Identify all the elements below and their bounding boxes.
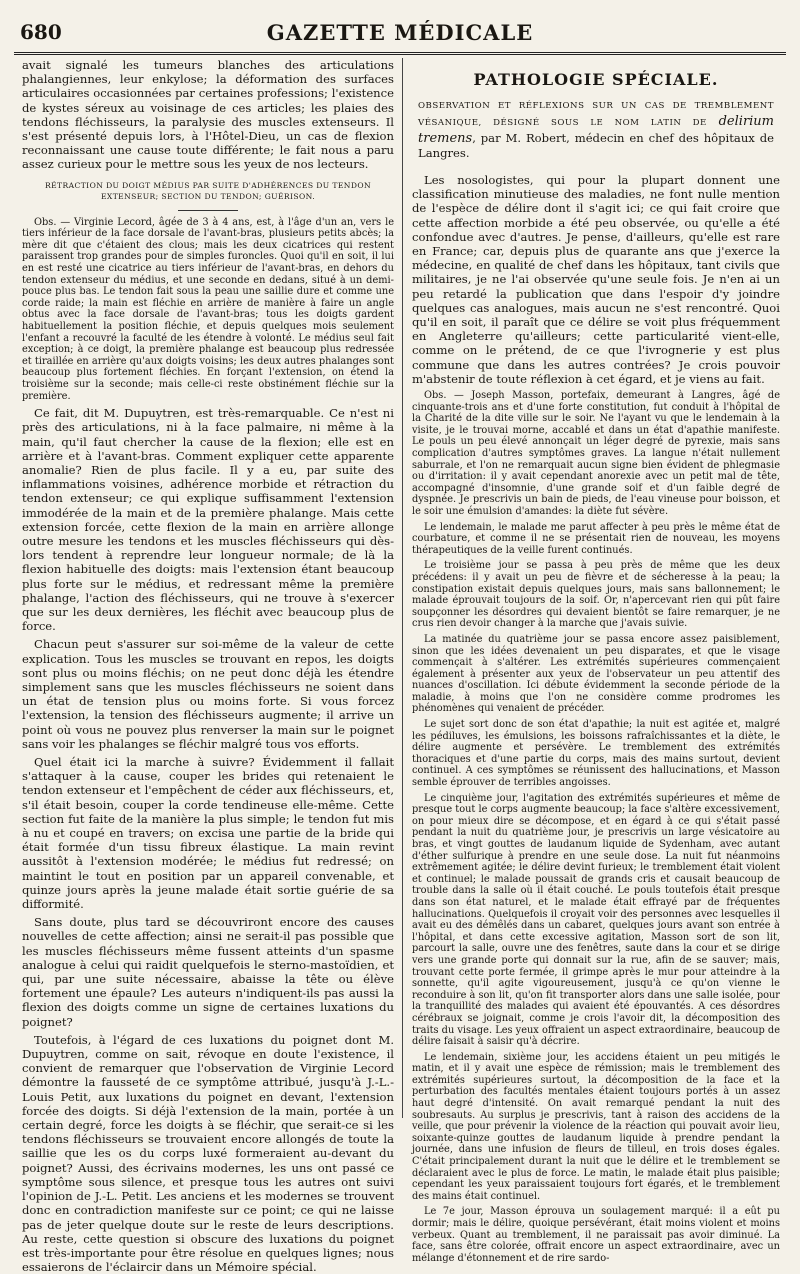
- paragraph-second-period: Le sujet sort donc de son état d'apathie; la nuit est agitée et, malgré les pédiluves, les émulsions, les boissons rafraîchissantes et la diète, le délire augmente et persévère. Le tremblement des extrémités thoraciques et d'une partie du corps, mais des mains surtout, devient continuel. A ces symptômes se réunissent des hallucinations, et Masson semble éprouver de terribles angoisses.: [412, 719, 780, 789]
- article-title: [418, 97, 774, 161]
- observation-lecord: Obs. — Virginie Lecord, âgée de 3 à 4 ans, est, à l'âge d'un an, vers le tiers inférieur de la face dorsale de l'avant-bras, plusieurs petits abcès; la mère dit que c'étaient des clous; mais les deux cicatrices qui restent paraissent trop grandes pour de simples furoncles. Quoi qu'il en soit, il lui en est resté une cicatrice au tiers inférieur de l'avant-bras, en dehors du tendon extenseur du médius, et une seconde en dedans, situé à un demi-pouce plus bas. Le tendon fait sous la peau une saillie dure et comme une corde raide; la main est fléchie en arrière de manière à faire un angle obtus avec la face dorsale de l'avant-bras; tous les doigts gardent habituellement la position fléchie, et depuis quelques mois seulement l'enfant a recouvré la faculté de les étendre à volonté. Le médius seul fait exception; à ce doigt, la première phalange est beaucoup plus redressée et tiraillée en arrière qu'aux doigts voisins; les deux autres phalanges sont beaucoup plus fortement fléchies. En forçant l'extension, on étend la troisième sur la seconde; mais celle-ci reste obstinément fléchie sur la première.: [22, 216, 394, 402]
- paragraph-other-causes: Sans doute, plus tard se découvriront encore des causes nouvelles de cette affection; ainsi ne serait-il pas possible que les muscles fléchisseurs même fussent atteints d'un spasme analogue à celui qui raidit quelquefois le sterno-mastoïdien, et qui, par une suite nécessaire, abaisse la tête ou élève fortement une épaule? Les auteurs n'indiquent-ils pas aussi la flexion des doigts comme un signe de certaines luxations du poignet?: [22, 915, 394, 1029]
- section-title: PATHOLOGIE SPÉCIALE.: [473, 70, 719, 89]
- column-divider: [402, 58, 403, 1118]
- heading-rule: [178, 210, 238, 211]
- left-column: [22, 58, 394, 1274]
- observation-masson: Obs. — Joseph Masson, portefaix, demeurant à Langres, âgé de cinquante-trois ans et d'une forte constitution, fut conduit à l'hôpital de la Charité de la dite ville sur le soir. Ne l'ayant vu que le lendemain à la visite, je le trouvai morne, accablé et dans un état d'apathie manifeste. Le pouls un peu élevé annonçait un léger degré de pyrexie, mais sans complication d'autres symptômes graves. La langue n'était nullement saburrale, et l'on ne remarquait aucun signe bien évident de phlegmasie ou d'irritation: il y avait cependant anorexie avec un petit mal de tête, accompagné d'insomnie, d'une grande soif et d'un faible degré de dyspnée. Je prescrivis un bain de pieds, de l'eau vineuse pour boisson, et le soir une émulsion d'amandes: la diète fut sévère.: [412, 390, 780, 517]
- paragraph-intro-continuation: avait signalé les tumeurs blanches des articulations phalangiennes, leur enkylose; la déformation des surfaces articulaires occasionnées par certaines professions; l'existence de kystes séreux au voisinage de ces articles; les plaies des tendons fléchisseurs, la paralysie des muscles extenseurs. Il s'est présenté depuis lors, à l'Hôtel-Dieu, un cas de flexion reconnaissant une cause toute différente; le fait nous a paru assez curieux pour le mettre sous les yeux de nos lecteurs.: [22, 58, 394, 172]
- paragraph-day-6: Le lendemain, sixième jour, les accidens étaient un peu mitigés le matin, et il y avait une espèce de rémission; mais le tremblement des extrémités supérieures surtout, la décomposition de la face et la perturbation des facultés mentales étaient toujours portés à un assez haut degré d'intensité. On avait remarqué pendant la nuit des soubresauts. Au surplus je prescrivis, tant à raison des accidens de la veille, que pour prévenir la violence de la réaction qui pouvait avoir lieu, soixante-quinze gouttes de laudanum liquide à prendre pendant la journée, dans une infusion de fleurs de tilleul, en trois doses égales. C'était principalement durant la nuit que le délire et le tremblement se déclaraient avec le plus de force. Le matin, le malade était plus paisible; cependant les yeux paraissaient toujours fort égarés, et le tremblement des mains était continuel.: [412, 1051, 780, 1202]
- paragraph-day-7: Le 7e jour, Masson éprouva un soulagement marqué: il a eût pu dormir; mais le délire, quoique persévérant, était moins violent et moins verbeux. Quant au tremblement, il ne paraissait pas avoir diminué. La face, sans être colorée, offrait encore un aspect extraordinaire, avec un mélange d'étonnement et de rire sardo-: [412, 1206, 780, 1264]
- right-column: [412, 58, 780, 1264]
- page-header: [14, 14, 786, 55]
- paragraph-explanation: Chacun peut s'assurer sur soi-même de la valeur de cette explication. Tous les muscles se trouvant en repos, les doigts sont plus ou moins fléchis; on ne peut donc déjà les étendre simplement sans que les muscles fléchisseurs ne soient dans un état de tension plus ou moins forte. Si vous forcez l'extension, la tension des fléchisseurs augmente; il arrive un point où vous ne pouvez plus renverser la main sur le poignet sans voir les phalanges se fléchir malgré tous vos efforts.: [22, 637, 394, 751]
- paragraph-treatment: Quel était ici la marche à suivre? Évidemment il fallait s'attaquer à la cause, couper les brides qui retenaient le tendon extenseur et l'empêchent de céder aux fléchisseurs, et, s'il était besoin, couper la corde tendineuse elle-même. Cette section fut faite de la manière la plus simple; le tendon fut mis à nu et coupé en travers; on excisa une partie de la bride qui était formée d'un tissu fibreux élastique. La main revint aussitôt à l'extension modérée; le médius fut redressé; on maintint le tout en position par un appareil convenable, et quinze jours après la jeune malade était sortie guérie de sa difformité.: [22, 755, 394, 912]
- paragraph-day-3: Le troisième jour se passa à peu près de même que les deux précédens: il y avait un peu de fièvre et de sécheresse à la peau; la constipation existait depuis quelques jours, mais sans ballonnement; le malade éprouvait toujours de la soif. Or, n'apercevant rien qui pût faire soupçonner les désordres qui devaient bientôt se faire remarquer, je ne crus rien devoir changer à la marche que j'avais suivie.: [412, 560, 780, 630]
- article-title-italic: delirium tremens: [418, 114, 775, 146]
- paragraph-day-2: Le lendemain, le malade me parut affecter à peu près le même état de courbature, et comme il ne se présentait rien de nouveau, les moyens thérapeutiques de la veille furent continués.: [412, 521, 780, 556]
- page-number: 680: [20, 20, 62, 44]
- paragraph-dupuytren-remarks: Ce fait, dit M. Dupuytren, est très-remarquable. Ce n'est ni près des articulations, ni à la face palmaire, ni même à la main, qu'il faut chercher la cause de la flexion; elle est en arrière et à l'avant-bras. Comment expliquer cette apparente anomalie? Rien de plus facile. Il y a eu, par suite des inflammations voisines, adhérence morbide et rétraction du tendon extenseur; ce qui explique suffisamment l'extension immodérée de la main et de la première phalange. Mais cette extension forcée, cette flexion de la main en arrière allonge outre mesure les tendons et les muscles fléchisseurs qui dès-lors tendent à reprendre leur longueur normale; de là la flexion habituelle des doigts: mais l'extension étant beaucoup plus forte sur le médius, et redressant même la première phalange, l'action des fléchisseurs, qui ne trouve à s'exercer que sur les deux dernières, les fléchit avec beaucoup plus de force.: [22, 406, 394, 634]
- article-title-caps: OBSERVATION ET RÉFLEXIONS SUR UN CAS DE TREMBLEMENT VÉSANIQUE, DÉSIGNÉ SOUS LE NOM LATIN DE: [418, 101, 774, 128]
- journal-title: GAZETTE MÉDICALE: [266, 20, 534, 45]
- paragraph-day-4: La matinée du quatrième jour se passa encore assez paisiblement, sinon que les idées devenaient un peu disparates, et que le visage commençait à s'altérer. Les extrémités supérieures commençaient également à présenter aux yeux de l'observateur un peu attentif des nuances d'oscillation. Ici débute évidemment la seconde période de la maladie, à moins que l'on ne considère comme prodromes les phénomènes qui venaient de précéder.: [412, 633, 780, 715]
- paragraph-nosologists: Les nosologistes, qui pour la plupart donnent une classification minutieuse des maladies, ne font nulle mention de l'espèce de délire dont il s'agit ici; ce qui fait croire que cette affection morbide a été peu observée, ou qu'elle a été confondue avec d'autres. Je pense, d'ailleurs, qu'elle est rare en France; car, depuis plus de quarante ans que j'exerce la médecine, en qualité de chef dans les hôpitaux, tant civils que militaires, je ne l'ai observée qu'une seule fois. Je n'en ai un peu retardé la publication que dans l'espoir d'y joindre quelques cas analogues, mais aucun ne s'est rencontré. Quoi qu'il en soit, il paraît que ce délire se voit plus fréquemment en Angleterre qu'ailleurs; cette particularité vient-elle, comme on le prétend, de ce que l'ivrognerie y est plus commune que dans les autres contrées? Je crois pouvoir m'abstenir de toute réflexion à cet égard, et je viens au fait.: [412, 173, 780, 386]
- article-title-rest: , par M. Robert, médecin en chef des hôpitaux de Langres.: [418, 131, 774, 160]
- paragraph-day-5: Le cinquième jour, l'agitation des extrémités supérieures et même de presque tout le corps augmente beaucoup; la face s'altère excessivement, on pour mieux dire se décompose, et en égard à ce qui s'était passé pendant la nuit du quatrième jour, je prescrivis un large vésicatoire au bras, et vingt gouttes de laudanum liquide de Sydenham, avec autant d'éther sulfurique à prendre en une seule dose. La nuit fut néanmoins extrêmement agitée; le délire devint furieux; le tremblement était violent et continuel; le malade poussait de grands cris et causait beaucoup de trouble dans la salle où il était couché. Le pouls toutefois était presque dans son état naturel, et le malade était effrayé par de fréquentes hallucinations. Quelquefois il croyait voir des personnes avec lesquelles il avait eu des démêlés dans un cabaret, quelques jours avant son entrée à l'hôpital, et dans cette excessive agitation, Masson sort de son lit, parcourt la salle, ouvre une des fenêtres, saute dans la cour et se dirige vers une grande porte qui donnait sur la rue, afin de se sauver; mais, trouvant cette porte fermée, il grimpe après le mur pour atteindre à la sonnette, qu'il agite vigoureusement, jusqu'à ce qu'on vienne le reconduire à son lit, qu'on fit transporter alors dans une salle isolée, pour la tranquillité des malades qui avaient été épouvantés. A ces désordres cérébraux se joignait, comme je crois l'avoir dit, la décomposition des traits du visage. Les yeux offraient un aspect extraordinaire, beaucoup de délire faisait à saisir qu'à décrire.: [412, 792, 780, 1048]
- case-heading: RÉTRACTION DU DOIGT MÉDIUS PAR SUITE D'ADHÉRENCES DU TENDON EXTENSEUR; SECTION DU TENDON; GUÉRISON.: [44, 180, 372, 201]
- paragraph-luxations: Toutefois, à l'égard de ces luxations du poignet dont M. Dupuytren, comme on sait, révoque en doute l'existence, il convient de remarquer que l'observation de Virginie Lecord démontre la fausseté de ce symptôme attribué, jusqu'à J.-L.-Louis Petit, aux luxations du poignet en devant, l'extension forcée des doigts. Si déjà l'extension de la main, portée à un certain degré, force les doigts à se fléchir, que serait-ce si les tendons fléchisseurs se trouvaient encore allongés de toute la saillie que les os du corps luxé formeraient au-devant du poignet? Aussi, des écrivains modernes, les uns ont passé ce symptôme sous silence, et presque tous les autres ont suivi l'opinion de J.-L. Petit. Les anciens et les modernes se trouvent donc en contradiction manifeste sur ce point; ce qui ne laisse pas de jeter quelque doute sur le reste de leurs descriptions. Au reste, cette question si obscure des luxations du poignet est très-importante pour être résolue en quelques lignes; nous essaierons de l'éclaircir dans un Mémoire spécial.: [22, 1032, 394, 1274]
